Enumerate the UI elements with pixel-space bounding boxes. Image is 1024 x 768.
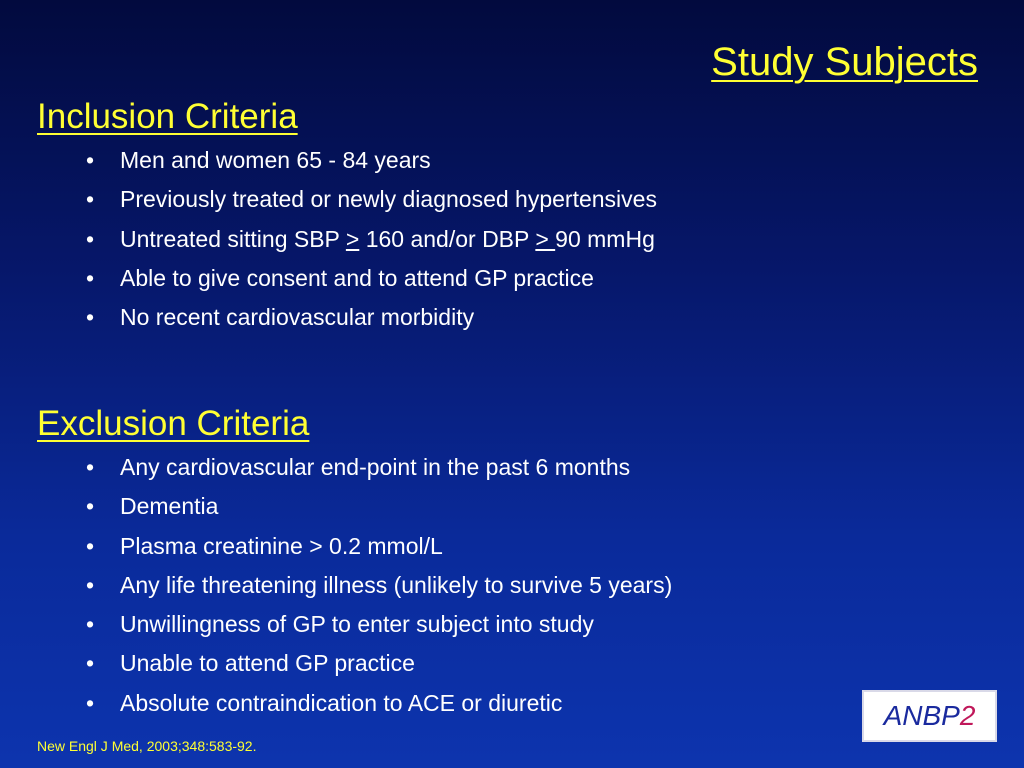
logo-text: ANBP [883,700,960,731]
list-item [84,220,657,259]
greater-equal-symbol: > [345,225,360,252]
inclusion-criteria-list [84,141,657,337]
logo-number: 2 [959,700,976,731]
list-item: • Men and women 65 - 84 years [84,141,657,180]
list-item: • Any cardiovascular end-point in the past 6 months [84,448,672,487]
item-text: Untreated sitting SBP [120,225,346,252]
greater-equal-symbol: > [535,225,556,252]
list-item: • Any life threatening illness (unlikely to survive 5 years) [84,566,672,605]
item-text: 90 mmHg [555,225,655,252]
list-item: • Able to give consent and to attend GP practice [84,259,657,298]
list-item: • Absolute contraindication to ACE or diuretic [84,684,672,723]
slide-title: Study Subjects [711,40,978,84]
list-item: • Unwillingness of GP to enter subject into study [84,605,672,644]
list-item: • No recent cardiovascular morbidity [84,298,657,337]
list-item: • Previously treated or newly diagnosed hypertensives [84,180,657,219]
citation: New Engl J Med, 2003;348:583-92. [37,738,257,754]
inclusion-criteria-heading: Inclusion Criteria [37,97,298,136]
list-item: • Dementia [84,487,672,526]
item-text: 160 and/or DBP [359,225,536,252]
list-item: • Unable to attend GP practice [84,644,672,683]
anbp2-logo [862,690,997,742]
exclusion-criteria-heading: Exclusion Criteria [37,404,310,443]
list-item: • Plasma creatinine > 0.2 mmol/L [84,527,672,566]
exclusion-criteria-list [84,448,672,723]
